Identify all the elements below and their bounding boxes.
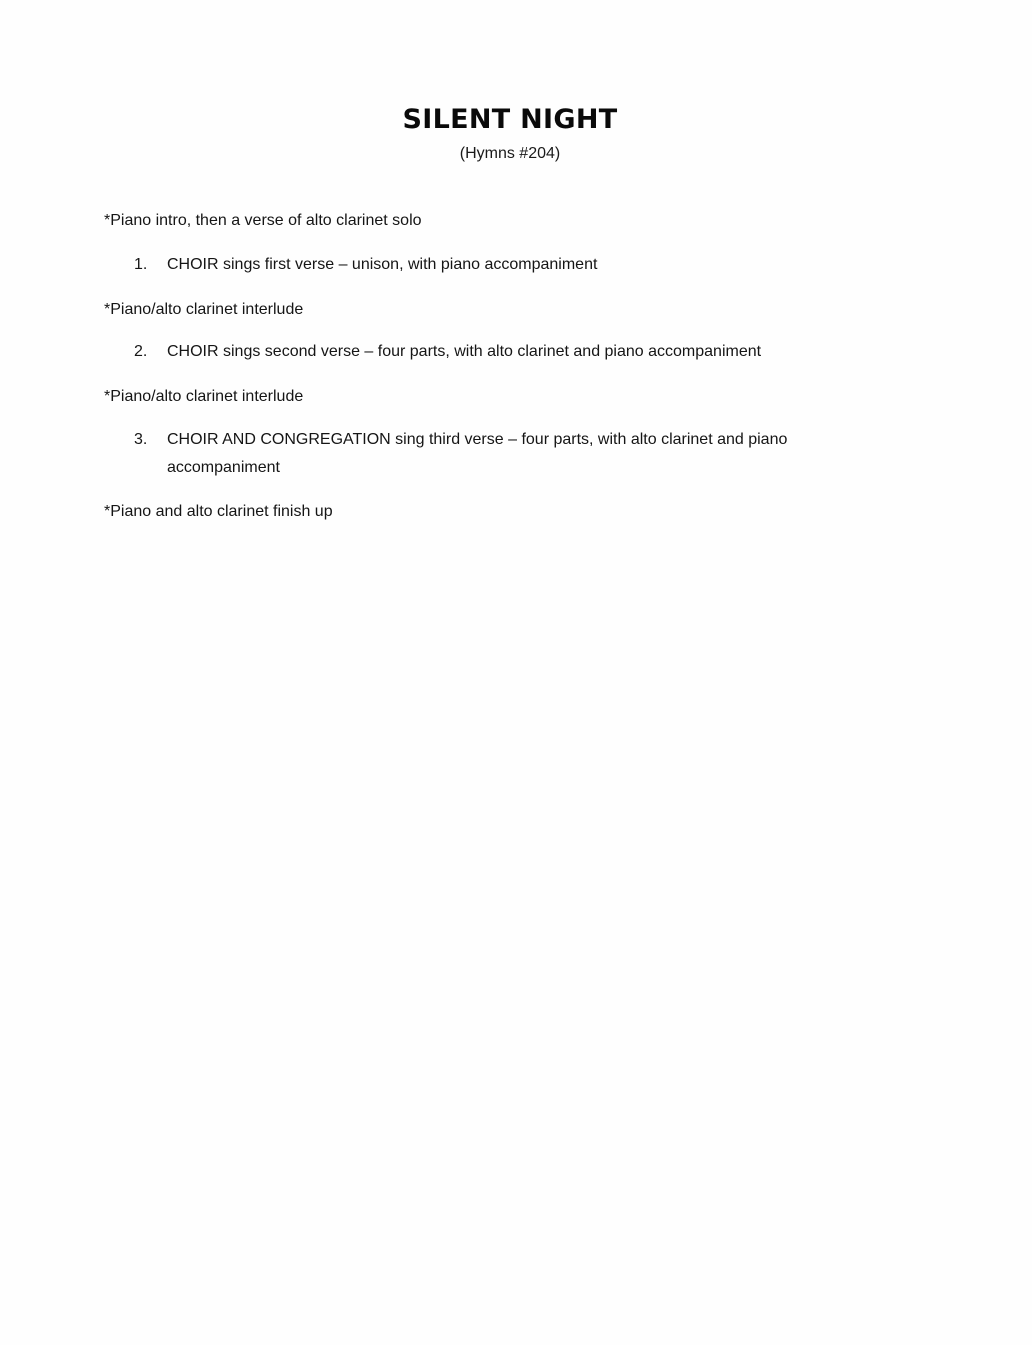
note-interlude-1: *Piano/alto clarinet interlude bbox=[104, 301, 304, 318]
list-item-number-3: 3. bbox=[134, 431, 148, 448]
list-item-text-2: CHOIR sings second verse – four parts, with alto clarinet and piano accompaniment bbox=[167, 343, 762, 360]
list-item-number-2: 2. bbox=[134, 343, 148, 360]
note-piano-intro: *Piano intro, then a verse of alto clarinet solo bbox=[104, 212, 422, 229]
note-finish: *Piano and alto clarinet finish up bbox=[104, 503, 333, 520]
page-subtitle: (Hymns #204) bbox=[459, 145, 561, 162]
list-item-text-3: CHOIR AND CONGREGATION sing third verse – four parts, with alto clarinet and piano accompaniment bbox=[167, 431, 788, 476]
list-item-text-1: CHOIR sings first verse – unison, with piano accompaniment bbox=[167, 256, 598, 273]
list-item-number-1: 1. bbox=[134, 256, 148, 273]
note-interlude-2: *Piano/alto clarinet interlude bbox=[104, 388, 304, 405]
page-title: SILENT NIGHT bbox=[402, 104, 618, 135]
